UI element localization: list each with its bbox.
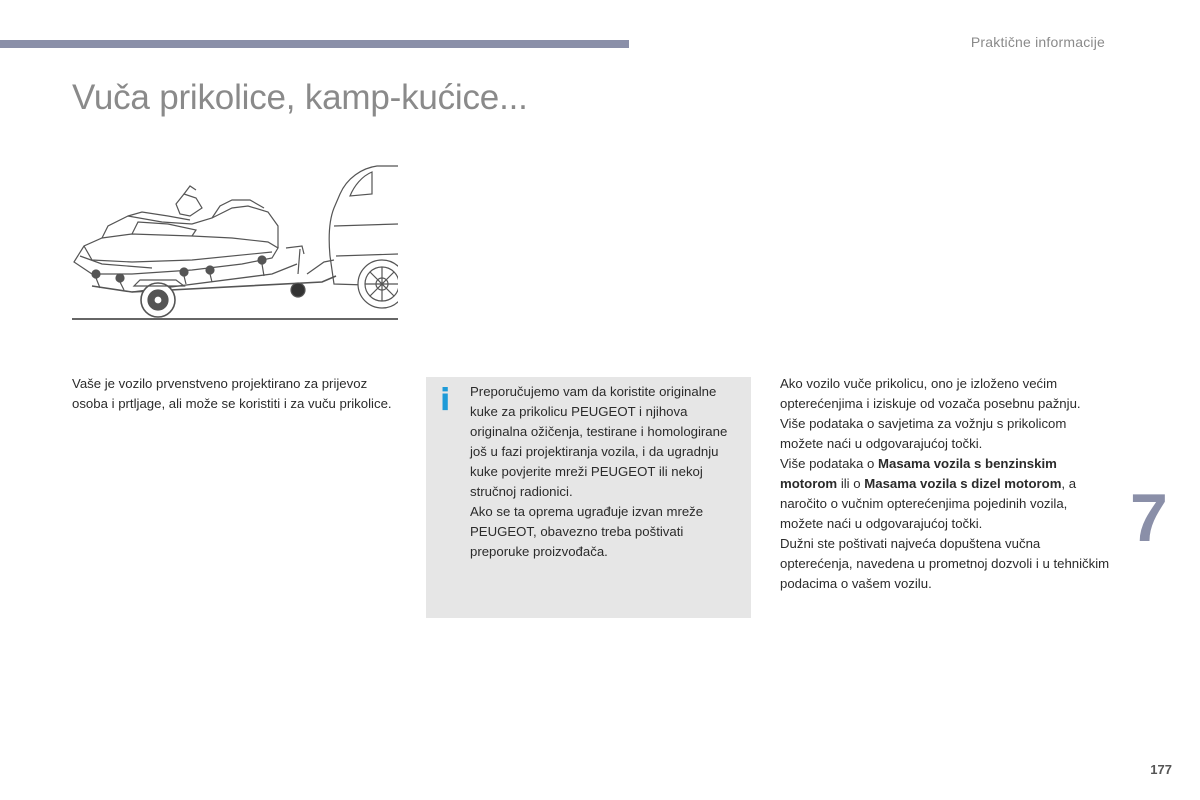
header-accent-bar [0,40,629,48]
car-towing-jetski-trailer-icon [72,164,398,322]
guidance-paragraph: Ako vozilo vuče prikolicu, ono je izloženo većim opterećenjima i iziskuje od vozača posebnu pažnju. [780,376,1081,411]
intro-paragraph: Vaše je vozilo prvenstveno projektirano za prijevoz osoba i prtljage, ali može se koristiti i za vuču prikolice. [72,376,392,411]
info-paragraph: Ako se ta oprema ugrađuje izvan mreže PEUGEOT, obavezno treba poštivati preporuke proizvođača. [470,504,704,559]
text-run: , a naročito o vučnim opterećenjima pojedinih vozila, možete naći u odgovarajućoj točki. [780,476,1077,531]
section-header: Praktične informacije [970,34,1105,50]
info-box [426,377,751,618]
guidance-paragraph: Dužni ste poštivati najveća dopuštena vučna opterećenja, navedena u prometnoj dozvoli i u tehničkim podacima o vašem vozilu. [780,536,1110,591]
towing-illustration [72,164,398,322]
link-diesel-masses: Masama vozila s dizel motorom [864,476,1062,491]
text-run: Više podataka o [780,456,879,471]
towing-guidance-text [780,374,1110,594]
page-number: 177 [1150,762,1172,777]
page-title: Vuča prikolice, kamp-kućice... [72,78,528,117]
info-paragraph: Preporučujemo vam da koristite originalne kuke za prikolicu PEUGEOT i njihova originalna ožičenja, testirane i homologirane još u fazi projektiranja vozila, i da ugradnju kuke povjerite mreži PEUGEOT ili nekoj stručnoj radionici. [470,384,728,499]
text-run: ili o [837,476,865,491]
chapter-number: 7 [1130,480,1168,556]
guidance-paragraph-masses [780,454,1110,534]
intro-text [72,374,392,414]
guidance-paragraph: Više podataka o savjetima za vožnju s prikolicom možete naći u odgovarajućoj točki. [780,416,1067,451]
link-petrol-masses: Masama vozila s benzinskim motorom [780,456,1057,491]
info-icon: i [440,383,451,418]
info-text [470,382,745,562]
